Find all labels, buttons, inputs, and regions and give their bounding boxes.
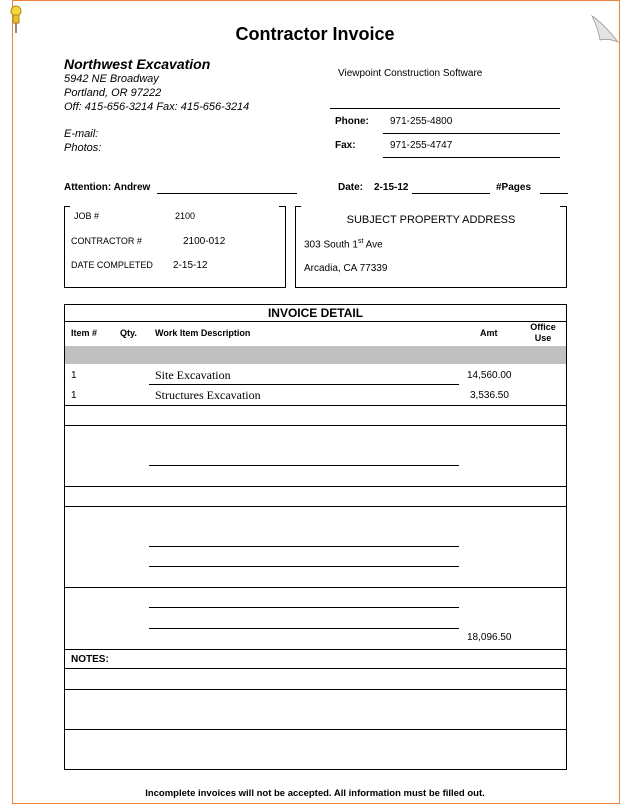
property-line-1: 303 South 1st Ave [304,238,383,251]
divider [149,607,459,608]
invoice-total: 18,096.50 [467,632,512,643]
row-1-description: Site Excavation [155,368,231,382]
divider [64,649,567,650]
recipient-name: Viewpoint Construction Software [338,68,483,79]
divider [383,133,560,134]
row-2-item: 1 [71,390,77,401]
col-qty-header: Qty. [120,328,137,338]
fax-label: Fax: [335,140,356,151]
company-address-2: Portland, OR 97222 [64,87,162,99]
shaded-row [65,346,566,364]
divider [64,405,567,406]
row-2-amount: 3,536.50 [470,390,509,401]
company-name: Northwest Excavation [64,56,211,72]
divider [295,206,301,207]
divider [149,465,459,466]
col-amount-header: Amt [480,328,498,338]
divider [64,425,567,426]
divider [64,206,70,207]
divider [149,628,459,629]
row-1-amount: 14,560.00 [467,370,512,381]
notes-label: NOTES: [71,654,109,665]
date-value: 2-15-12 [374,182,409,193]
date-underline [412,193,490,194]
pages-label: #Pages [496,182,532,193]
divider [64,689,567,690]
attention-underline [157,193,297,194]
property-line-2: Arcadia, CA 77339 [304,263,388,274]
photos-label: Photos: [64,142,102,154]
property-heading: SUBJECT PROPERTY ADDRESS [346,214,516,226]
contractor-number-value: 2100-012 [183,236,226,247]
company-address-1: 5942 NE Broadway [64,73,159,85]
company-phones: Off: 415-656-3214 Fax: 415-656-3214 [64,101,250,113]
attention-label: Attention: Andrew [64,182,151,193]
divider [64,668,567,669]
divider [64,486,567,487]
fax-value: 971-255-4747 [390,140,453,151]
date-completed-value: 2-15-12 [173,260,208,271]
pages-underline [540,193,568,194]
divider [330,108,560,109]
contractor-number-label: CONTRACTOR # [71,236,142,246]
divider [149,546,459,547]
email-label: E-mail: [64,128,99,140]
job-number-value: 2100 [175,211,196,221]
divider [64,321,567,322]
divider [383,157,560,158]
col-description-header: Work Item Description [155,328,251,338]
date-completed-label: DATE COMPLETED [71,260,153,270]
col-item-header: Item # [71,328,98,338]
divider [149,566,459,567]
divider [64,729,567,730]
divider [149,384,459,385]
row-1-item: 1 [71,370,77,381]
divider [279,206,286,207]
col-office-header-2: Use [534,333,552,343]
col-office-header-1: Office [530,322,556,332]
footer-note: Incomplete invoices will not be accepted. All information must be filled out. [145,788,485,799]
invoice-heading: INVOICE DETAIL [267,306,364,320]
date-label: Date: [338,182,364,193]
job-number-label: JOB # [74,211,100,221]
phone-value: 971-255-4800 [390,116,453,127]
row-2-description: Structures Excavation [155,388,261,402]
divider [64,506,567,507]
divider [64,587,567,588]
divider [560,206,567,207]
page-title: Contractor Invoice [235,24,395,44]
phone-label: Phone: [335,116,369,127]
